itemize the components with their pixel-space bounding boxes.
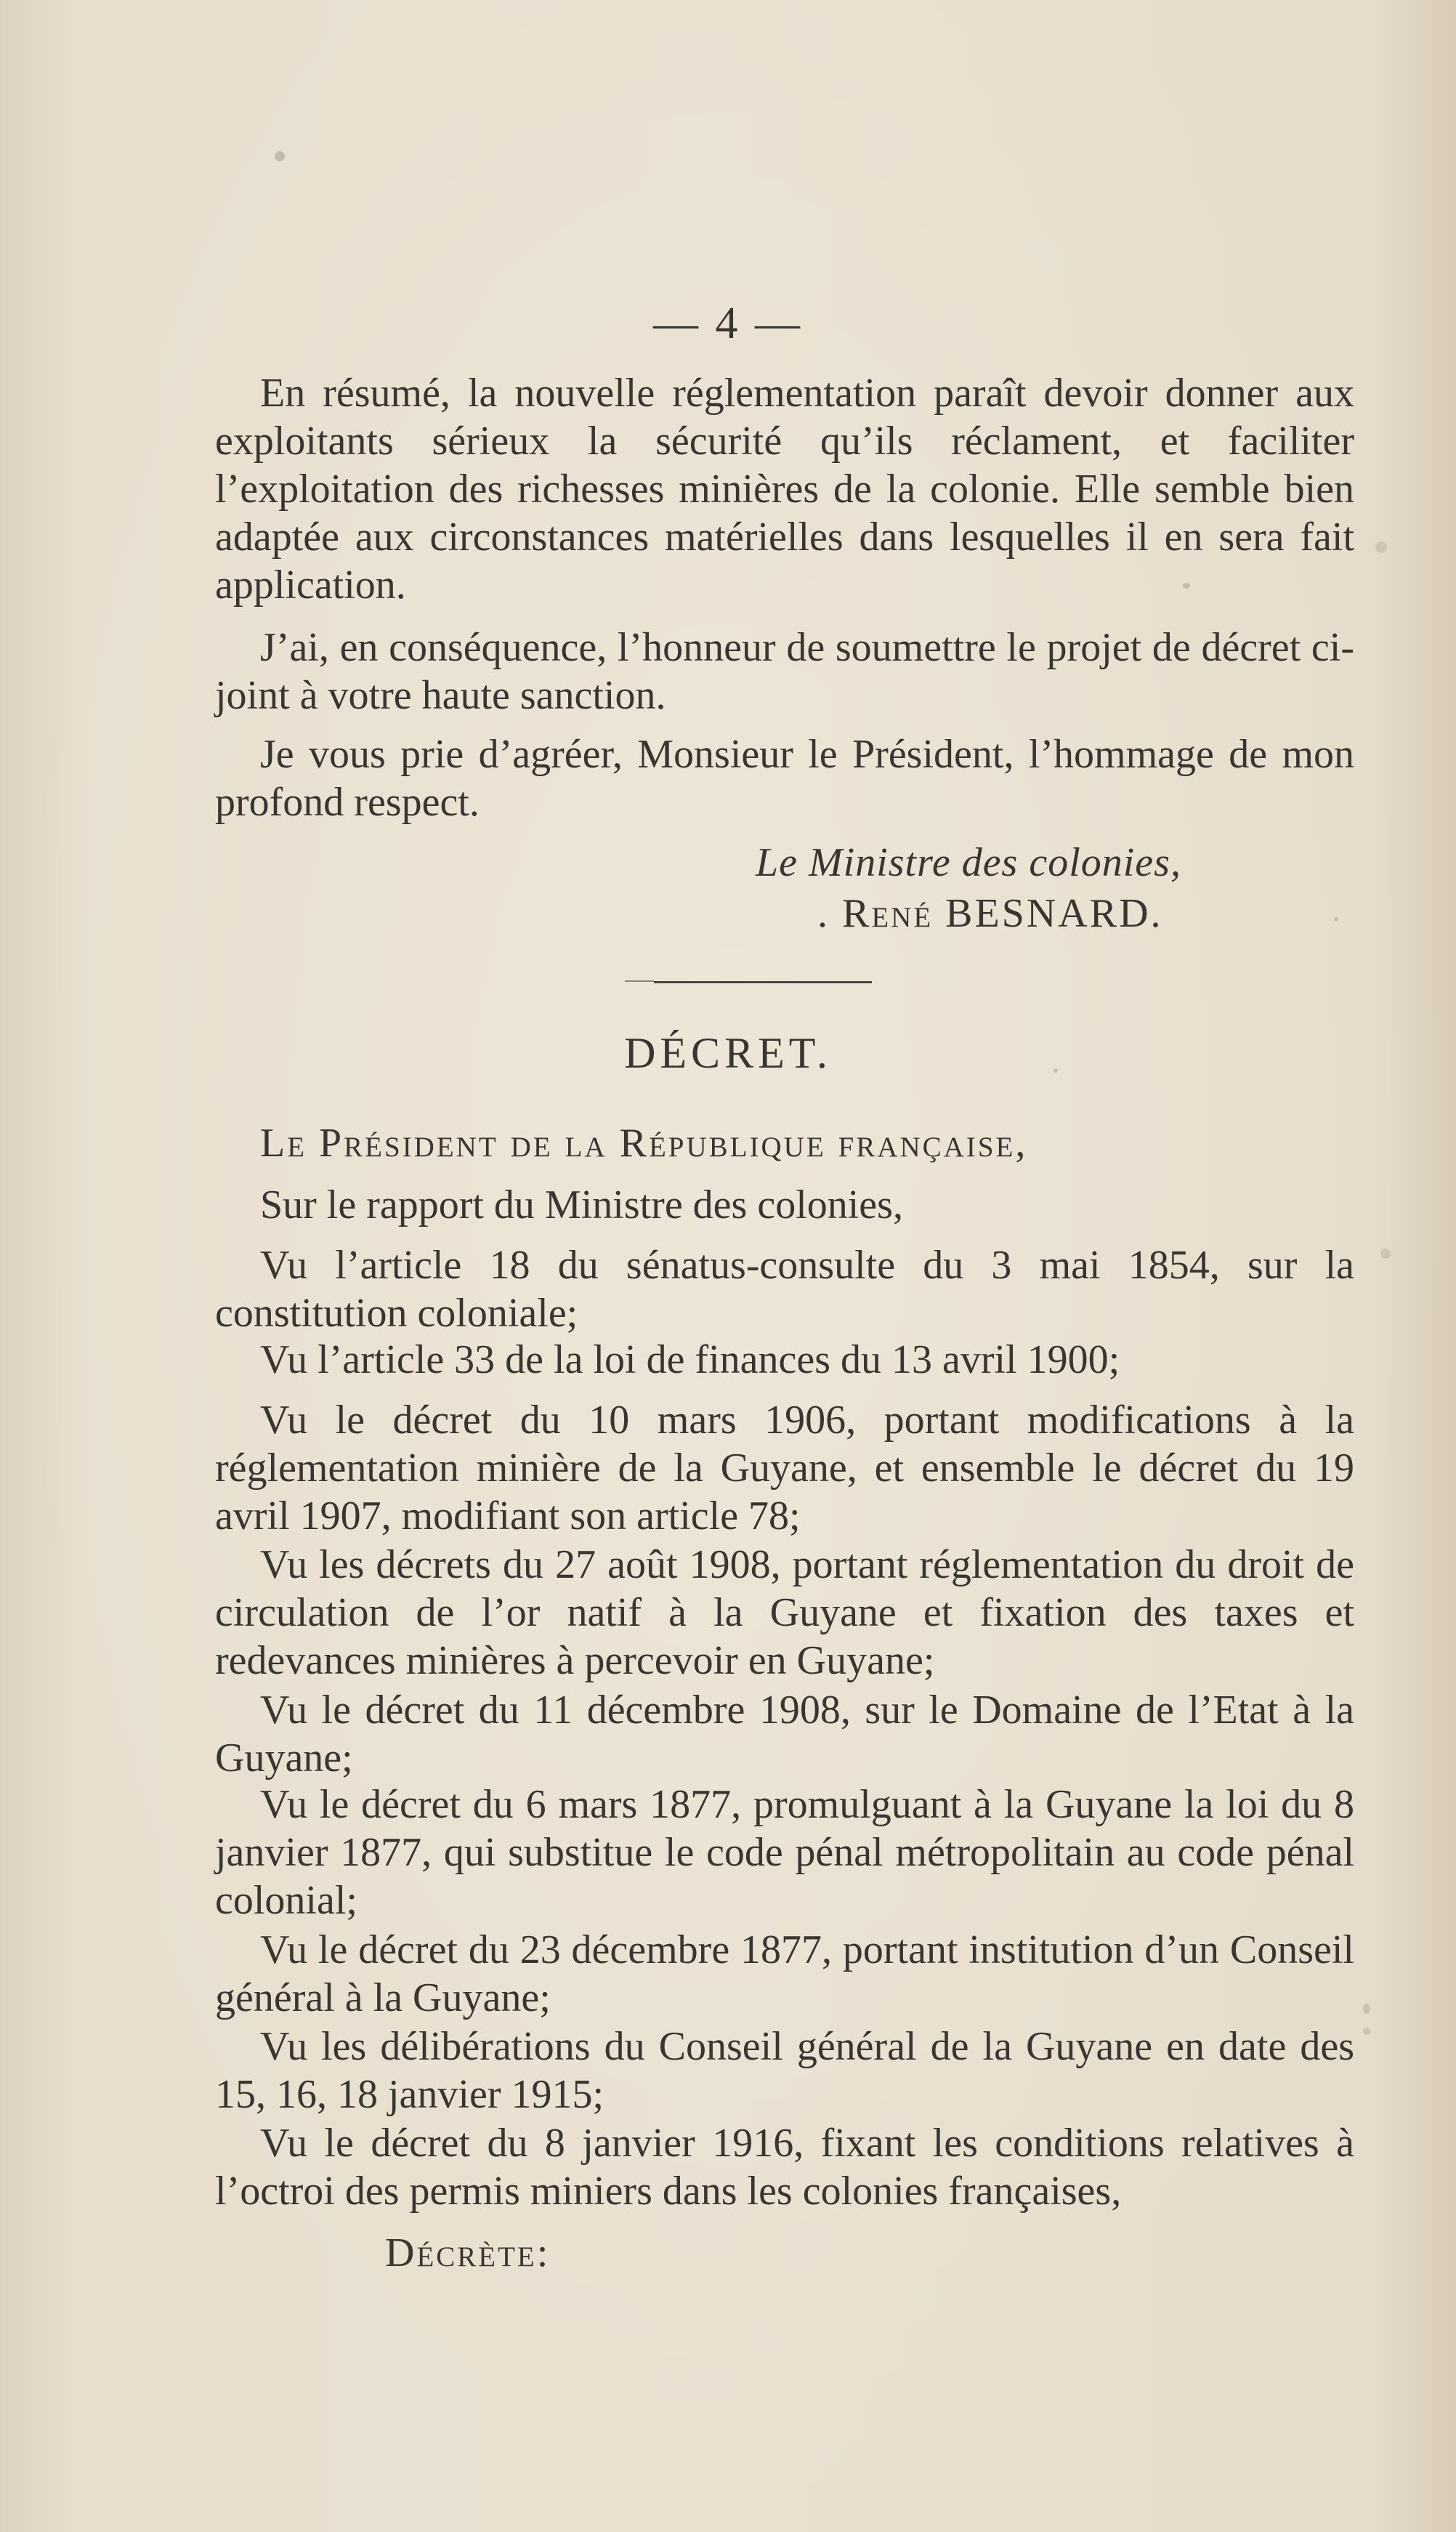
decree-visa-item: Vu le décret du 8 janvier 1916, fixant les conditions relatives à l’octroi des permis miniers dans les colonies françaises, xyxy=(215,2121,1354,2214)
decree-visa xyxy=(215,1686,1354,1782)
decree-visa xyxy=(215,1541,1354,1685)
signature-name: . René BESNARD. xyxy=(817,891,1163,936)
separator-rule xyxy=(654,981,872,983)
report-body xyxy=(215,624,1354,719)
decree-visa xyxy=(215,1336,1354,1384)
decree-enacting-word: Décrète: xyxy=(385,2230,551,2275)
decree-visa xyxy=(215,2023,1354,2118)
decree-visa xyxy=(215,1781,1354,1924)
decree-visa-item: Vu les délibérations du Conseil général de la Guyane en date des 15, 16, 18 janvier 1915; xyxy=(215,2024,1354,2117)
report-paragraph: J’ai, en conséquence, l’honneur de soumettre le projet de décret ci-joint à votre haute sanction. xyxy=(215,625,1354,718)
signature-role: Le Ministre des colonies, xyxy=(756,840,1181,885)
decree-visa-item: Vu l’article 18 du sénatus-consulte du 3 mai 1854, sur la constitution coloniale; xyxy=(215,1243,1354,1336)
ink-spot xyxy=(1375,541,1387,553)
decree-visa-item: Vu le décret du 23 décembre 1877, portant institution d’un Conseil général à la Guyane; xyxy=(215,1927,1354,2020)
decree-intro-line: Le Président de la République française, xyxy=(260,1121,1028,1166)
ink-spot xyxy=(1380,1249,1391,1259)
page-number: — 4 — xyxy=(653,299,803,348)
report-body xyxy=(215,730,1354,826)
decree-visa xyxy=(215,1926,1354,2022)
ink-spot xyxy=(1363,2004,1370,2014)
ink-spot xyxy=(275,151,285,161)
decree-visa-item: Vu le décret du 11 décembre 1908, sur le Domaine de l’Etat à la Guyane; xyxy=(215,1688,1354,1781)
decree-visa-item: Vu le décret du 6 mars 1877, promulguant à la Guyane la loi du 8 janvier 1877, qui substitue le code pénal métropolitain au code pénal colonial; xyxy=(215,1782,1354,1923)
decree-visa-item: Vu l’article 33 de la loi de finances du 13 avril 1900; xyxy=(260,1337,1120,1382)
decree-visa-item: Vu les décrets du 27 août 1908, portant réglementation du droit de circulation de l’or natif à la Guyane et fixation des taxes et redevances minières à percevoir en Guyane; xyxy=(215,1542,1354,1683)
report-paragraph: En résumé, la nouvelle réglementation paraît devoir donner aux exploitants sérieux la sécurité qu’ils réclament, et faciliter l’exploitation des richesses minières de la colonie. Elle semble bien adaptée aux circonstances matérielles dans lesquelles il en sera fait application. xyxy=(215,371,1354,608)
decree-visa xyxy=(215,1396,1354,1540)
decree-visa xyxy=(215,1241,1354,1337)
decree-title: DÉCRET. xyxy=(624,1029,832,1077)
ink-spot xyxy=(1334,917,1338,922)
ink-spot xyxy=(1363,2028,1370,2035)
decree-visa xyxy=(215,1181,1354,1229)
decree-intro xyxy=(215,1119,1354,1167)
decree-visa-item: Sur le rapport du Ministre des colonies, xyxy=(260,1182,903,1227)
report-paragraph: Je vous prie d’agréer, Monsieur le Président, l’hommage de mon profond respect. xyxy=(215,732,1354,825)
decree-visa xyxy=(215,2119,1354,2215)
decree-visa-item: Vu le décret du 10 mars 1906, portant modifications à la réglementation minière de la Guyane, et ensemble le décret du 19 avril 1907, modifiant son article 78; xyxy=(215,1398,1354,1539)
report-body xyxy=(215,369,1354,609)
separator-rule xyxy=(625,980,654,982)
